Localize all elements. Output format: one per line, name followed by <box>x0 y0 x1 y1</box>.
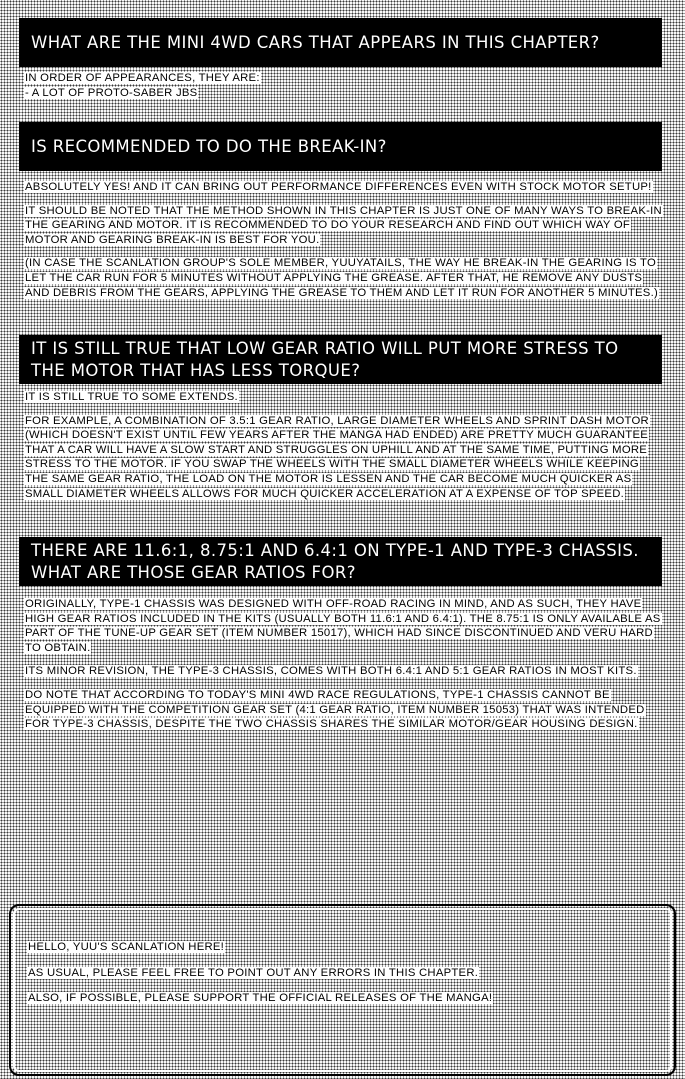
translator-note-text <box>27 940 657 1017</box>
answer-paragraph: ORIGINALLY, TYPE-1 CHASSIS WAS DESIGNED WITH OFF-ROAD RACING IN MIND, AND AS SUCH, THEY HAVE HIGH GEAR RATIOS INCLUDED IN THE KITS (USUALLY BOTH 11.6:1 AND 6.4:1). THE 8.75:1 IS ONLY AVAILABLE AS PART OF THE TUNE-UP GEAR SET (ITEM NUMBER 15017), WHICH HAD SINCE DISCONTINUED AND VERU HARD TO OBTAIN. <box>25 598 661 654</box>
answer-paragraph: ABSOLUTELY YES! AND IT CAN BRING OUT PERFORMANCE DIFFERENCES EVEN WITH STOCK MOTOR SETUP! <box>25 181 652 193</box>
answer-paragraph: IT SHOULD BE NOTED THAT THE METHOD SHOWN IN THIS CHAPTER IS JUST ONE OF MANY WAYS TO BREAK-IN THE GEARING AND MOTOR. IT IS RECOMMENDED TO DO YOUR RESEARCH AND FIND OUT WHICH WAY OF MOTOR AND GEARING BREAK-IN IS BEST FOR YOU. <box>25 204 662 246</box>
answer-paragraph: (IN CASE THE SCANLATION GROUP'S SOLE MEMBER, YUUYATAILS, THE WAY HE BREAK-IN THE GEARING IS TO LET THE CAR RUN FOR 5 MINUTES WITHOUT APPLYING THE GREASE. AFTER THAT, HE REMOVE ANY DUSTS AND DEBRIS FROM THE GEARS, APPLYING THE GREASE TO THEM AND LET IT RUN FOR ANOTHER 5 MINUTES.) <box>25 257 658 299</box>
translator-note-box <box>9 904 676 1076</box>
answer-paragraph: ITS MINOR REVISION, THE TYPE-3 CHASSIS, COMES WITH BOTH 6.4:1 AND 5:1 GEAR RATIOS IN MOST KITS. <box>25 665 637 678</box>
answer-paragraph: FOR EXAMPLE, A COMBINATION OF 3.5:1 GEAR RATIO, LARGE DIAMETER WHEELS AND SPRINT DASH MOTOR (WHICH DOESN'T EXIST UNTIL FEW YEARS AFTER THE MANGA HAD ENDED) ARE PRETTY MUCH GUARANTEE THAT A CAR WILL HAVE A SLOW START AND STRUGGLES ON UPHILL AND AT THE SAME TIME, PUTTING MORE STRESS TO THE MOTOR. IF YOU SWAP THE WHEELS WITH THE SMALL DIAMETER WHEELS WHILE KEEPING THE SAME GEAR RATIO, THE LOAD ON THE MOTOR IS LESSEN AND THE CAR BECOME MUCH QUICKER AS SMALL DIAMETER WHEELS ALLOWS FOR MUCH QUICKER ACCELERATION AT A EXPENSE OF TOP SPEED. <box>25 414 649 500</box>
answer-paragraph: DO NOTE THAT ACCORDING TO TODAY'S MINI 4WD RACE REGULATIONS, TYPE-1 CHASSIS CANNOT BE EQUIPPED WITH THE COMPETITION GEAR SET (4:1 GEAR RATIO, ITEM NUMBER 15053) THAT WAS INTENDED FOR TYPE-3 CHASSIS, DESPITE THE TWO CHASSIS SHARES THE SIMILAR MOTOR/GEAR HOUSING DESIGN. <box>25 688 645 731</box>
answer-block-3 <box>24 390 664 510</box>
answer-block-1 <box>24 71 664 100</box>
question-text: IS RECOMMENDED TO DO THE BREAK-IN? <box>31 136 387 156</box>
answer-paragraph: IN ORDER OF APPEARANCES, THEY ARE: <box>25 72 260 84</box>
question-header-3 <box>19 335 662 384</box>
question-header-1 <box>19 18 662 67</box>
note-line: AS USUAL, PLEASE FEEL FREE TO POINT OUT ANY ERRORS IN THIS CHAPTER. <box>28 966 479 979</box>
answer-paragraph: - A LOT OF PROTO-SABER JBS <box>25 86 198 99</box>
question-text: IT IS STILL TRUE THAT LOW GEAR RATIO WILL PUT MORE STRESS TO THE MOTOR THAT HAS LESS TORQUE? <box>31 338 619 380</box>
question-header-4 <box>19 537 662 586</box>
question-text: THERE ARE 11.6:1, 8.75:1 AND 6.4:1 ON TYPE-1 AND TYPE-3 CHASSIS. WHAT ARE THOSE GEAR RATIOS FOR? <box>31 540 639 582</box>
answer-block-2 <box>24 180 664 309</box>
note-line: ALSO, IF POSSIBLE, PLEASE SUPPORT THE OFFICIAL RELEASES OF THE MANGA! <box>28 992 493 1005</box>
note-line: HELLO, YUU'S SCANLATION HERE! <box>28 941 225 953</box>
answer-paragraph: IT IS STILL TRUE TO SOME EXTENDS. <box>25 391 238 403</box>
question-header-2 <box>19 122 662 171</box>
question-text: WHAT ARE THE MINI 4WD CARS THAT APPEARS IN THIS CHAPTER? <box>31 32 600 52</box>
answer-block-4 <box>24 597 664 741</box>
